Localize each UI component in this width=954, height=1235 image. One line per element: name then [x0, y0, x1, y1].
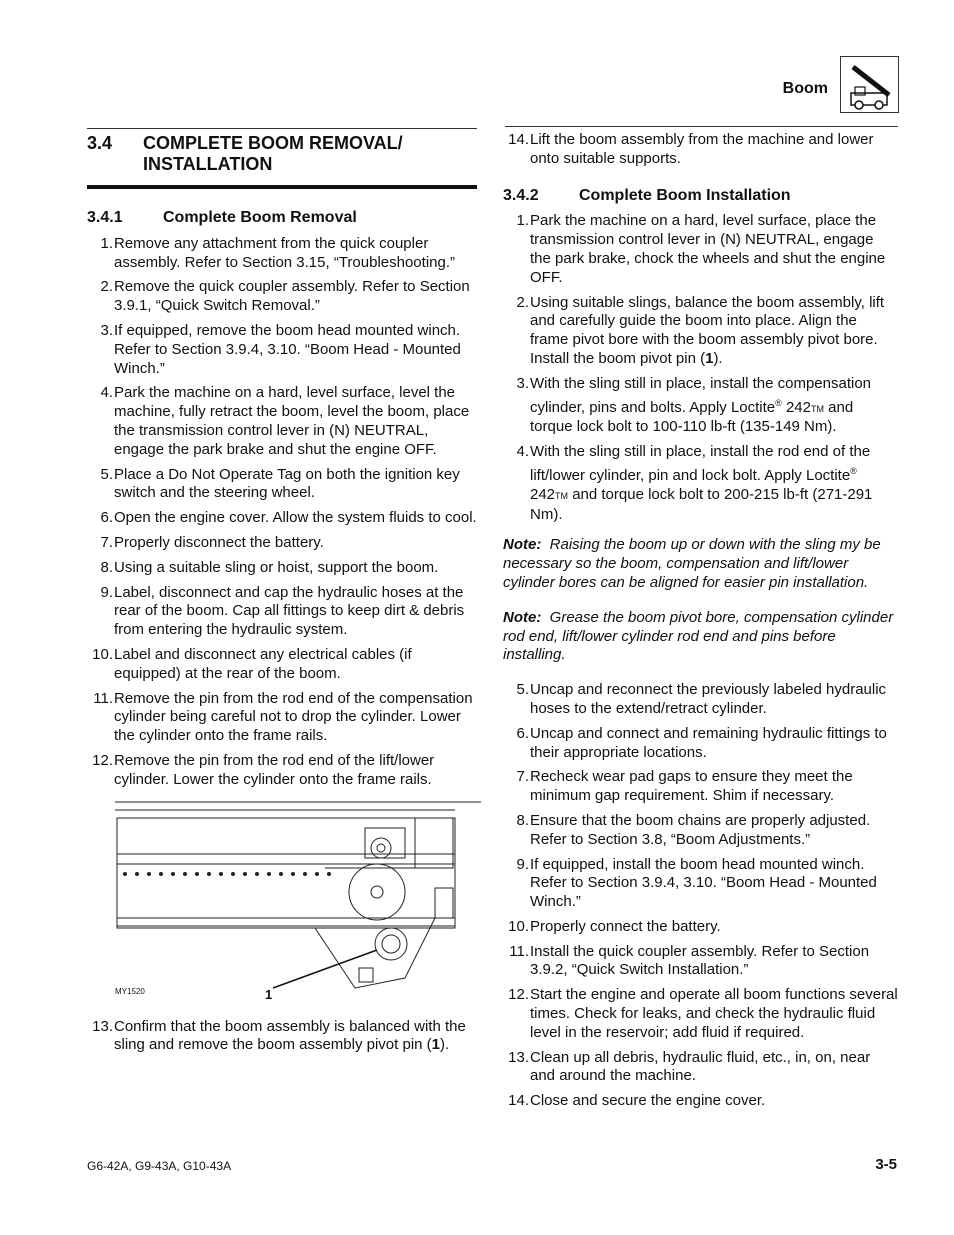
subsection-title: Complete Boom Installation — [579, 186, 791, 204]
list-item: 6. Open the engine cover. Allow the system fluids to cool. — [100, 509, 477, 527]
removal-steps-list — [87, 235, 477, 790]
section-title: COMPLETE BOOM REMOVAL/ INSTALLATION — [143, 133, 403, 174]
list-item: 5. Place a Do Not Operate Tag on both the ignition key switch and the steering wheel. — [100, 465, 460, 502]
header-rule — [505, 126, 898, 127]
list-item: 14. Close and secure the engine cover. — [508, 1092, 766, 1110]
list-item: 9. If equipped, install the boom head mounted winch. Refer to Section 3.9.4, 3.10. “Boom Head - Mounted Winch.” — [516, 855, 877, 911]
list-item: 10. Properly connect the battery. — [508, 917, 721, 935]
subsection-number: 3.4.2 — [503, 186, 539, 204]
note-raising-boom: Note: Raising the boom up or down with the sling my be necessary so the boom, compensation and lift/lower cylinder bores can be aligned for easier pin installation. — [503, 536, 881, 591]
subsection-heading-removal — [87, 209, 477, 228]
installation-steps-list-continued — [503, 681, 898, 1111]
page-header-title: Boom — [782, 80, 828, 97]
boom-pivot-figure — [115, 798, 481, 1008]
subsection-title: Complete Boom Removal — [163, 209, 357, 226]
telehandler-boom-icon — [840, 56, 899, 113]
figure-caption: MY1520 — [115, 986, 145, 996]
figure-callout-number: 1 — [265, 986, 273, 1002]
removal-steps-list-continued — [87, 1018, 477, 1056]
installation-steps-list — [503, 212, 898, 524]
right-column — [503, 128, 898, 1117]
list-item: 13. Clean up all debris, hydraulic fluid, etc., in, on, near and around the machine. — [508, 1048, 871, 1085]
list-item: 5. Uncap and reconnect the previously labeled hydraulic hoses to the extend/retract cylinder. — [516, 681, 887, 717]
left-column — [87, 128, 477, 1061]
section-heading — [87, 129, 477, 175]
list-item: 4. Park the machine on a hard, level surface, level the machine, fully retract the boom, level the boom, place the transmission control lever in (N) NEUTRAL, engage the park brake and shut the engine OFF. — [100, 384, 470, 458]
list-item: 3. With the sling still in place, install the compensation cylinder, pins and bolts. Apply Loctite® 242TM and torque lock bolt to 100-110 lb-ft (135-149 Nm). — [516, 374, 872, 436]
list-item: 10. Label and disconnect any electrical cables (if equipped) at the rear of the boom. — [92, 645, 412, 682]
list-item: 14. Lift the boom assembly from the machine and lower onto suitable supports. — [508, 131, 874, 167]
list-item: 4. With the sling still in place, install the rod end of the lift/lower cylinder, pin and lock bolt. Apply Loctite® 242TM and torque lock bolt to 200-215 lb-ft (271-291 Nm). — [516, 443, 873, 523]
boom-pivot-illustration — [115, 798, 481, 1008]
list-item: 9. Label, disconnect and cap the hydraulic hoses at the rear of the boom. Cap all fittings to keep dirt & debris from entering the hydraulic system. — [100, 583, 465, 639]
list-item: 13. Confirm that the boom assembly is balanced with the sling and remove the boom assembly pivot pin (1). — [92, 1017, 466, 1054]
list-item: 8. Using a suitable sling or hoist, support the boom. — [100, 558, 439, 576]
list-item: 7. Recheck wear pad gaps to ensure they meet the minimum gap requirement. Shim if necessary. — [516, 768, 853, 805]
list-item: 8. Ensure that the boom chains are properly adjusted. Refer to Section 3.8, “Boom Adjustments.” — [516, 811, 871, 848]
list-item: 12. Start the engine and operate all boom functions several times. Check for leaks, and check the hydraulic fluid level in the reservoir; add fluid if required. — [508, 986, 898, 1041]
section-bottom-rule — [87, 185, 477, 189]
list-item: 11. Install the quick coupler assembly. Refer to Section 3.9.2, “Quick Switch Installation.” — [509, 942, 870, 979]
footer-model-numbers: G6-42A, G9-43A, G10-43A — [87, 1159, 232, 1173]
subsection-number: 3.4.1 — [87, 209, 123, 226]
list-item: 6. Uncap and connect and remaining hydraulic fittings to their appropriate locations. — [516, 724, 887, 761]
note-grease-pivot: Note: Grease the boom pivot bore, compensation cylinder rod end, lift/lower cylinder rod end and pins before installing. — [503, 608, 894, 664]
list-item: 1. Park the machine on a hard, level surface, place the transmission control lever in (N) NEUTRAL, engage the park brake, chock the wheels and shut the engine OFF. — [516, 212, 886, 286]
section-number: 3.4 — [87, 133, 113, 153]
page-number: 3-5 — [875, 1156, 897, 1173]
subsection-heading-installation — [503, 187, 898, 206]
list-item: 2. Remove the quick coupler assembly. Refer to Section 3.9.1, “Quick Switch Removal.” — [100, 278, 470, 315]
list-item: 11. Remove the pin from the rod end of the compensation cylinder being careful not to drop the cylinder. Lower the cylinder onto the frame rails. — [93, 689, 473, 745]
list-item: 12. Remove the pin from the rod end of the lift/lower cylinder. Lower the cylinder onto the frame rails. — [92, 751, 435, 788]
list-item: 2. Using suitable slings, balance the boom assembly, lift and carefully guide the boom into place. Align the frame pivot bore with the boom assembly pivot bore. Install the boom pivot pin (1). — [516, 293, 885, 367]
list-item: 3. If equipped, remove the boom head mounted winch. Refer to Section 3.9.4, 3.10. “Boom Head - Mounted Winch.” — [100, 321, 461, 377]
removal-steps-list-end — [503, 131, 898, 169]
list-item: 1. Remove any attachment from the quick coupler assembly. Refer to Section 3.15, “Troubleshooting.” — [100, 234, 456, 271]
list-item: 7. Properly disconnect the battery. — [100, 533, 324, 551]
